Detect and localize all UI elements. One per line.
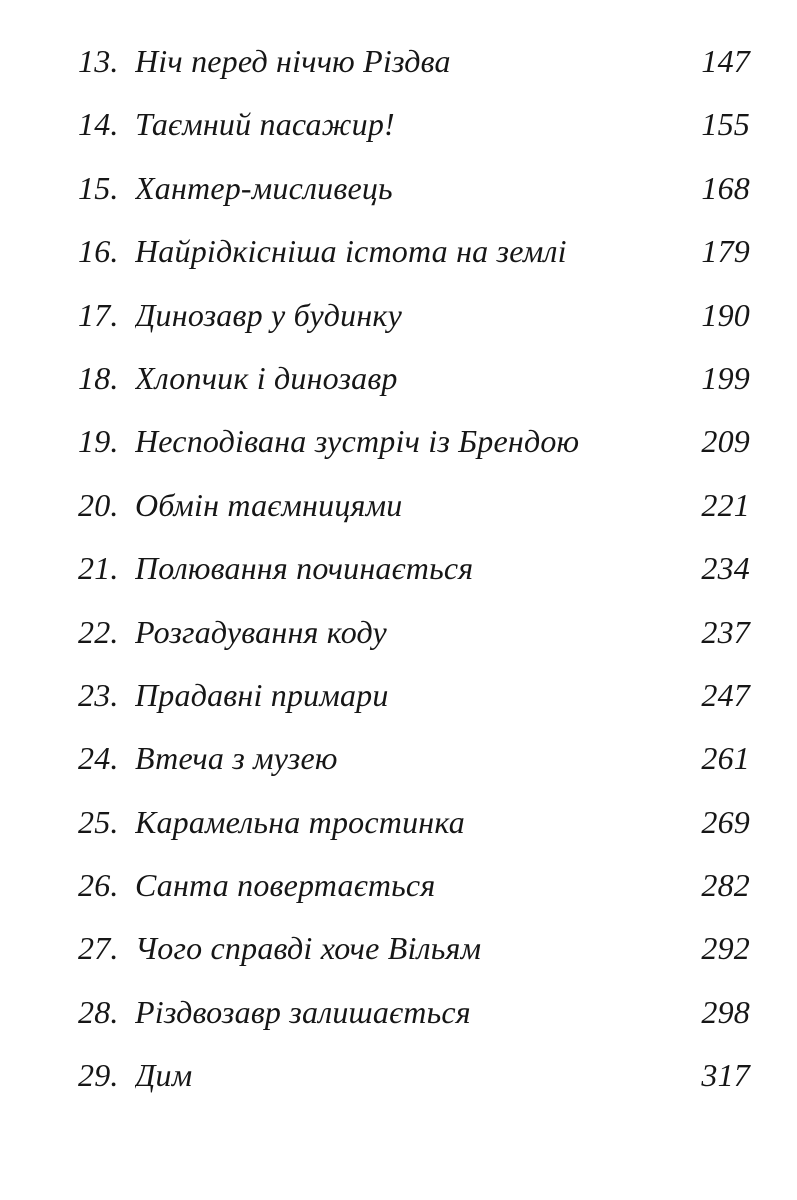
chapter-page: 190: [701, 296, 750, 333]
chapter-title: Ніч перед ніччю Різдва: [135, 43, 451, 79]
toc-row: [78, 410, 750, 473]
chapter-title: Прадавні примари: [135, 676, 389, 713]
chapter-title: Розгадування коду: [135, 613, 387, 650]
chapter-number: 22.: [78, 613, 119, 650]
chapter-page: 179: [701, 233, 750, 270]
chapter-number: 24.: [78, 740, 119, 777]
chapter-title: Полювання починається: [135, 550, 474, 587]
toc-row: [78, 284, 750, 347]
chapter-number: 15.: [78, 169, 119, 206]
chapter-number: 17.: [78, 296, 119, 333]
chapter-page: 298: [701, 993, 750, 1030]
chapter-page: 209: [701, 423, 750, 460]
chapter-title: Обмін таємницями: [135, 486, 403, 523]
toc-row: [78, 93, 750, 156]
chapter-page: 292: [701, 930, 750, 967]
chapter-title: Динозавр у будинку: [135, 296, 403, 333]
chapter-number: 23.: [78, 676, 119, 713]
toc-row: [78, 537, 750, 600]
toc-row: [78, 854, 750, 917]
toc-row: [78, 347, 750, 410]
chapter-number: 19.: [78, 423, 119, 460]
toc-row: [78, 601, 750, 664]
chapter-page: 261: [701, 740, 750, 777]
toc-row: [78, 727, 750, 790]
chapter-title: Чого справді хоче Вільям: [135, 930, 482, 967]
chapter-number: 29.: [78, 1057, 119, 1094]
chapter-number: 14.: [78, 106, 119, 143]
toc-row: [78, 981, 750, 1044]
chapter-page: 234: [701, 550, 750, 587]
toc-row: [78, 1044, 750, 1107]
chapter-number: 13.: [78, 43, 119, 79]
chapter-page: 237: [701, 613, 750, 650]
chapter-number: 20.: [78, 486, 119, 523]
chapter-title: Найрідкісніша істота на землі: [135, 233, 567, 270]
chapter-title: Втеча з музею: [135, 740, 338, 777]
chapter-number: 18.: [78, 359, 119, 396]
chapter-page: 247: [701, 676, 750, 713]
chapter-page: 155: [701, 106, 750, 143]
chapter-title: Хантер-мисливець: [135, 169, 393, 206]
toc-row: [78, 220, 750, 283]
chapter-title: Дим: [135, 1057, 193, 1094]
toc-row: [78, 474, 750, 537]
chapter-page: 282: [701, 867, 750, 904]
toc-row: [78, 791, 750, 854]
chapter-title: Несподівана зустріч із Брендою: [135, 423, 580, 460]
toc-row: [78, 664, 750, 727]
toc-row: [78, 30, 750, 93]
chapter-title: Хлопчик і динозавр: [135, 359, 398, 396]
chapter-number: 25.: [78, 803, 119, 840]
toc-row: [78, 157, 750, 220]
chapter-page: 168: [701, 169, 750, 206]
chapter-page: 317: [701, 1057, 750, 1094]
chapter-page: 221: [701, 486, 750, 523]
toc-row: [78, 917, 750, 980]
chapter-number: 27.: [78, 930, 119, 967]
chapter-page: 199: [701, 359, 750, 396]
chapter-title: Карамельна тростинка: [135, 803, 465, 840]
chapter-number: 21.: [78, 550, 119, 587]
chapter-title: Санта повертається: [135, 867, 436, 904]
chapter-number: 28.: [78, 993, 119, 1030]
chapter-number: 16.: [78, 233, 119, 270]
chapter-title: Різдвозавр залишається: [135, 993, 471, 1030]
chapter-number: 26.: [78, 867, 119, 904]
chapter-page: 269: [701, 803, 750, 840]
chapter-page: 147: [701, 43, 750, 79]
chapter-title: Таємний пасажир!: [135, 106, 395, 143]
